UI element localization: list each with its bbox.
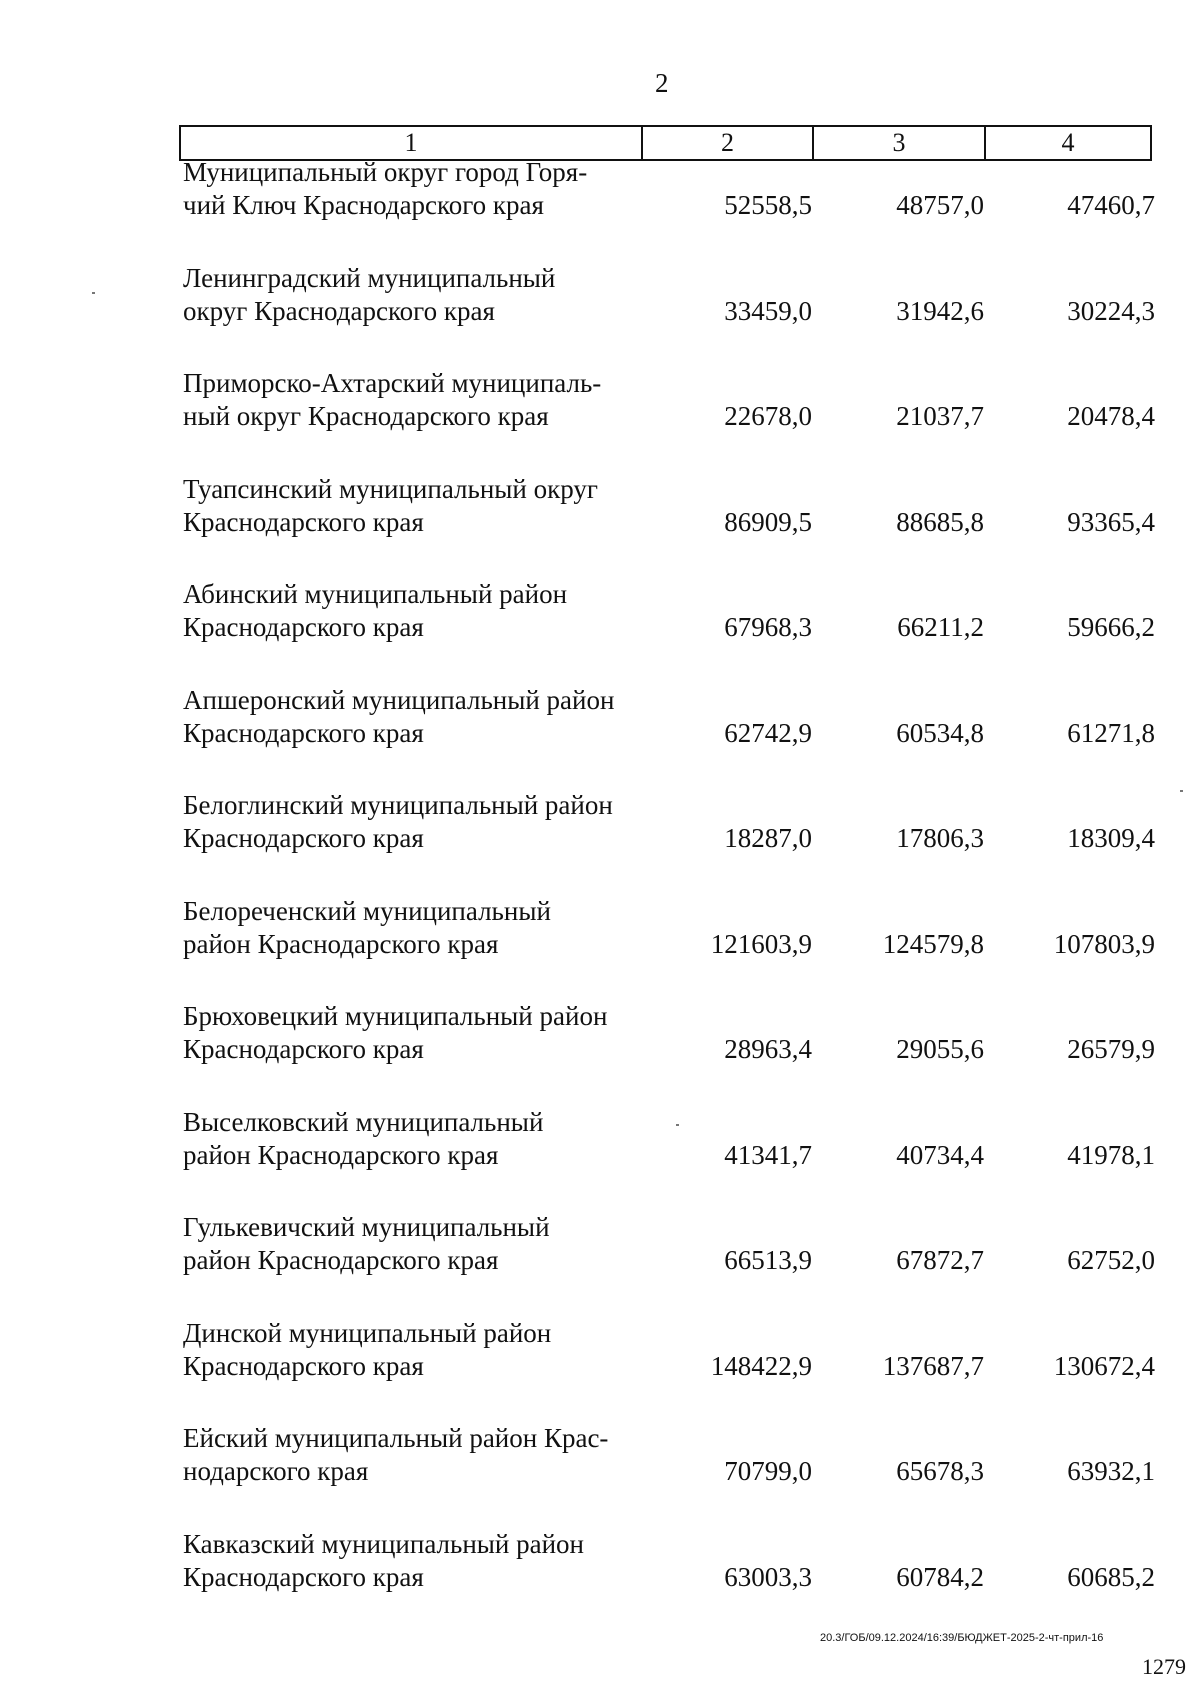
value-column-4: 47460,7 <box>1067 190 1155 220</box>
value-column-2: 28963,4 <box>724 1034 812 1064</box>
scan-speck <box>676 1124 679 1126</box>
column-header-1: 1 <box>180 126 642 160</box>
municipality-name: Белоглинский муниципальный район Краснодарского края <box>183 790 613 853</box>
value-column-4: 130672,4 <box>1053 1350 1155 1381</box>
value-column-3: 124579,8 <box>882 928 984 959</box>
value-column-4: 59666,2 <box>1067 612 1155 642</box>
value-column-3: 137687,7 <box>882 1350 984 1381</box>
table-row <box>0 1528 1200 1634</box>
value-column-4: 26579,9 <box>1067 1034 1155 1064</box>
municipality-name: Приморско-Ахтарский муниципаль- ный округ Краснодарского края <box>183 368 602 431</box>
value-column-4: 18309,4 <box>1067 823 1155 853</box>
municipality-name: Апшеронский муниципальный район Краснодарского края <box>183 684 615 748</box>
value-column-4: 63932,1 <box>1067 1456 1155 1486</box>
value-column-2: 86909,5 <box>724 506 812 537</box>
value-column-4: 107803,9 <box>1053 928 1155 959</box>
table-row <box>0 156 1200 262</box>
table-row <box>0 367 1200 473</box>
value-column-4: 61271,8 <box>1067 717 1155 748</box>
table-row <box>0 1317 1200 1423</box>
municipality-name: Туапсинский муниципальный округ Краснодарского края <box>183 473 598 537</box>
value-column-2: 66513,9 <box>724 1245 812 1275</box>
value-column-3: 29055,6 <box>896 1034 984 1064</box>
value-column-2: 148422,9 <box>710 1350 812 1381</box>
page-number: 2 <box>655 68 669 98</box>
municipality-name: Брюховецкий муниципальный район Краснодарского края <box>183 1001 608 1064</box>
municipality-name: Выселковский муниципальный район Краснодарского края <box>183 1106 544 1170</box>
value-column-2: 67968,3 <box>724 612 812 642</box>
value-column-4: 60685,2 <box>1067 1561 1155 1592</box>
scan-speck <box>1180 790 1183 792</box>
value-column-4: 30224,3 <box>1067 295 1155 326</box>
value-column-3: 48757,0 <box>896 190 984 220</box>
column-header-3: 3 <box>813 126 985 160</box>
value-column-3: 67872,7 <box>896 1245 984 1275</box>
value-column-2: 33459,0 <box>724 295 812 326</box>
value-column-2: 70799,0 <box>724 1456 812 1486</box>
value-column-3: 65678,3 <box>896 1456 984 1486</box>
value-column-2: 62742,9 <box>724 717 812 748</box>
table-row <box>0 1422 1200 1528</box>
table-body <box>0 156 1200 1633</box>
document-code: 20.3/ГОБ/09.12.2024/16:39/БЮДЖЕТ-2025-2-чт-прил-16 <box>820 1632 1104 1644</box>
value-column-3: 60534,8 <box>896 717 984 748</box>
value-column-3: 40734,4 <box>896 1139 984 1170</box>
municipality-name: Белореченский муниципальный район Краснодарского края <box>183 895 551 959</box>
value-column-3: 60784,2 <box>896 1561 984 1592</box>
municipality-name: Муниципальный округ город Горя- чий Ключ Краснодарского края <box>183 157 588 220</box>
value-column-3: 66211,2 <box>897 612 984 642</box>
value-column-3: 31942,6 <box>896 295 984 326</box>
value-column-4: 62752,0 <box>1067 1245 1155 1275</box>
value-column-2: 22678,0 <box>724 401 812 431</box>
column-header-4: 4 <box>985 126 1151 160</box>
table-row <box>0 1000 1200 1106</box>
value-column-2: 121603,9 <box>710 928 812 959</box>
value-column-2: 41341,7 <box>724 1139 812 1170</box>
table-row <box>0 1106 1200 1212</box>
table-row <box>0 684 1200 790</box>
value-column-2: 18287,0 <box>724 823 812 853</box>
value-column-2: 63003,3 <box>724 1561 812 1592</box>
value-column-4: 41978,1 <box>1067 1139 1155 1170</box>
municipality-name: Гулькевичский муниципальный район Краснодарского края <box>183 1212 550 1275</box>
table-row <box>0 789 1200 895</box>
municipality-name: Абинский муниципальный район Краснодарского края <box>183 579 568 642</box>
value-column-4: 93365,4 <box>1067 506 1155 537</box>
municipality-name: Кавказский муниципальный район Краснодарского края <box>183 1528 585 1592</box>
value-column-3: 88685,8 <box>896 506 984 537</box>
value-column-3: 21037,7 <box>896 401 984 431</box>
column-number-row <box>180 126 1151 160</box>
table-row <box>0 1211 1200 1317</box>
table-row <box>0 578 1200 684</box>
table-row <box>0 262 1200 368</box>
table-row <box>0 473 1200 579</box>
column-header-2: 2 <box>642 126 813 160</box>
table-row <box>0 895 1200 1001</box>
value-column-2: 52558,5 <box>724 190 812 220</box>
value-column-3: 17806,3 <box>896 823 984 853</box>
municipality-name: Динской муниципальный район Краснодарского края <box>183 1317 552 1381</box>
value-column-4: 20478,4 <box>1067 401 1155 431</box>
municipality-name: Ленинградский муниципальный округ Краснодарского края <box>183 262 556 326</box>
scan-speck <box>92 292 95 294</box>
municipality-name: Ейский муниципальный район Крас- нодарского края <box>183 1423 609 1486</box>
footer-page-number: 1279 <box>1142 1654 1186 1679</box>
